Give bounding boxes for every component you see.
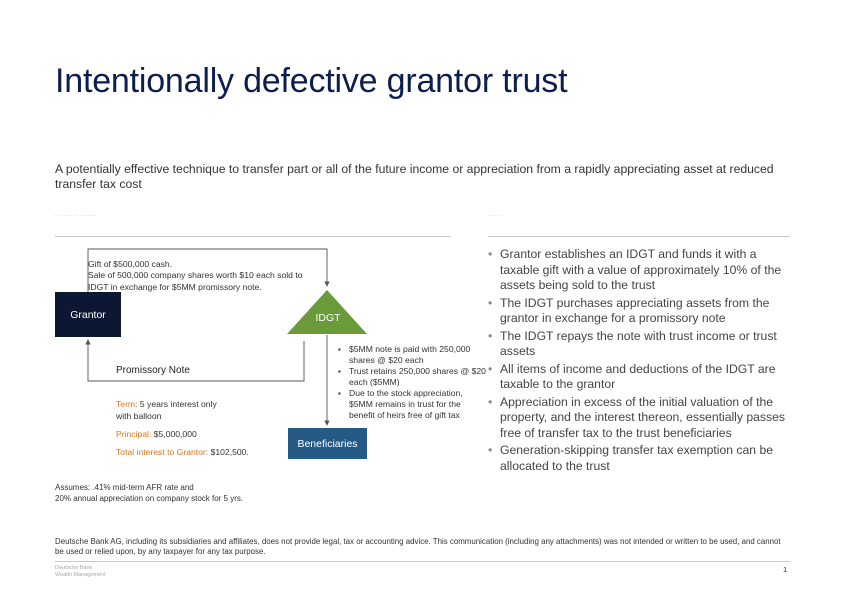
left-section-header: · · · · · · · · · · · · · · bbox=[55, 213, 97, 219]
principal-value: $5,000,000 bbox=[151, 429, 197, 439]
page-title: Intentionally defective grantor trust bbox=[55, 62, 568, 100]
promissory-note-label: Promissory Note bbox=[116, 365, 190, 376]
interest-value: $102,500. bbox=[208, 447, 249, 457]
principal-label: Principal: bbox=[116, 429, 152, 439]
key-points-list bbox=[488, 247, 788, 476]
interest-line bbox=[116, 447, 249, 459]
assumes-line: Assumes: .41% mid-term AFR rate and bbox=[55, 483, 194, 492]
term-label: Term: bbox=[116, 399, 138, 409]
idgt-node-label: IDGT bbox=[315, 312, 341, 324]
beneficiaries-node: Beneficiaries bbox=[288, 428, 367, 459]
list-item: • Grantor establishes an IDGT and funds it with a taxable gift with a value of approximately 10% of the assets being sold to the trust bbox=[488, 247, 788, 294]
list-item: ▪ Trust retains 250,000 shares @ $20 each ($5MM) bbox=[338, 366, 486, 388]
principal-line bbox=[116, 429, 197, 441]
interest-label: Total interest to Grantor: bbox=[116, 447, 209, 457]
right-section-header: · · · · · bbox=[488, 213, 502, 219]
gift-text-line: Gift of $500,000 cash. bbox=[88, 259, 173, 269]
list-item: • The IDGT purchases appreciating assets from the grantor in exchange for a promissory note bbox=[488, 296, 788, 327]
list-item: ▪ $5MM note is paid with 250,000 shares @ $20 each bbox=[338, 344, 486, 366]
page-subtitle: A potentially effective technique to transfer part or all of the future income or appreciation from a rapidly appreciating asset at reduced transfer tax cost bbox=[55, 162, 774, 191]
footer-brand bbox=[55, 565, 106, 578]
gift-text-line: Sale of 500,000 company shares worth $10 each sold to bbox=[88, 270, 303, 281]
gift-text-line: IDGT in exchange for $5MM promissory note. bbox=[88, 281, 262, 292]
list-item: ▪ Due to the stock appreciation, $5MM remains in trust for the benefit of heirs free of gift tax bbox=[338, 388, 486, 421]
brand-line: Wealth Management bbox=[55, 571, 106, 578]
list-item: • The IDGT repays the note with trust income or trust assets bbox=[488, 329, 788, 360]
list-item: • All items of income and deductions of the IDGT are taxable to the grantor bbox=[488, 362, 788, 393]
assumes-line: 20% annual appreciation on company stock for 5 yrs. bbox=[55, 494, 244, 503]
list-item: • Generation-skipping transfer tax exemption can be allocated to the trust bbox=[488, 443, 788, 474]
page-number: 1 bbox=[783, 565, 788, 574]
gift-sale-text bbox=[88, 259, 303, 293]
note-payment-list bbox=[338, 344, 486, 421]
term-value: 5 years interest only bbox=[137, 399, 217, 409]
term-line-2: with balloon bbox=[116, 411, 162, 421]
list-item: • Appreciation in excess of the initial valuation of the property, and the interest thereon, essentially passes free of transfer tax to the trust beneficiaries bbox=[488, 395, 788, 442]
term-line bbox=[116, 399, 217, 411]
brand-line: Deutsche Bank bbox=[55, 565, 93, 571]
assumptions-note bbox=[55, 482, 243, 504]
footer-rule bbox=[55, 561, 790, 562]
grantor-node: Grantor bbox=[55, 292, 121, 337]
legal-disclaimer: Deutsche Bank AG, including its subsidiaries and affiliates, does not provide legal, tax or accounting advice. This communication (including any attachments) was not intended or written to be used, and cannot be used or relied upon, by any taxpayer for any tax purpose. bbox=[55, 537, 781, 556]
